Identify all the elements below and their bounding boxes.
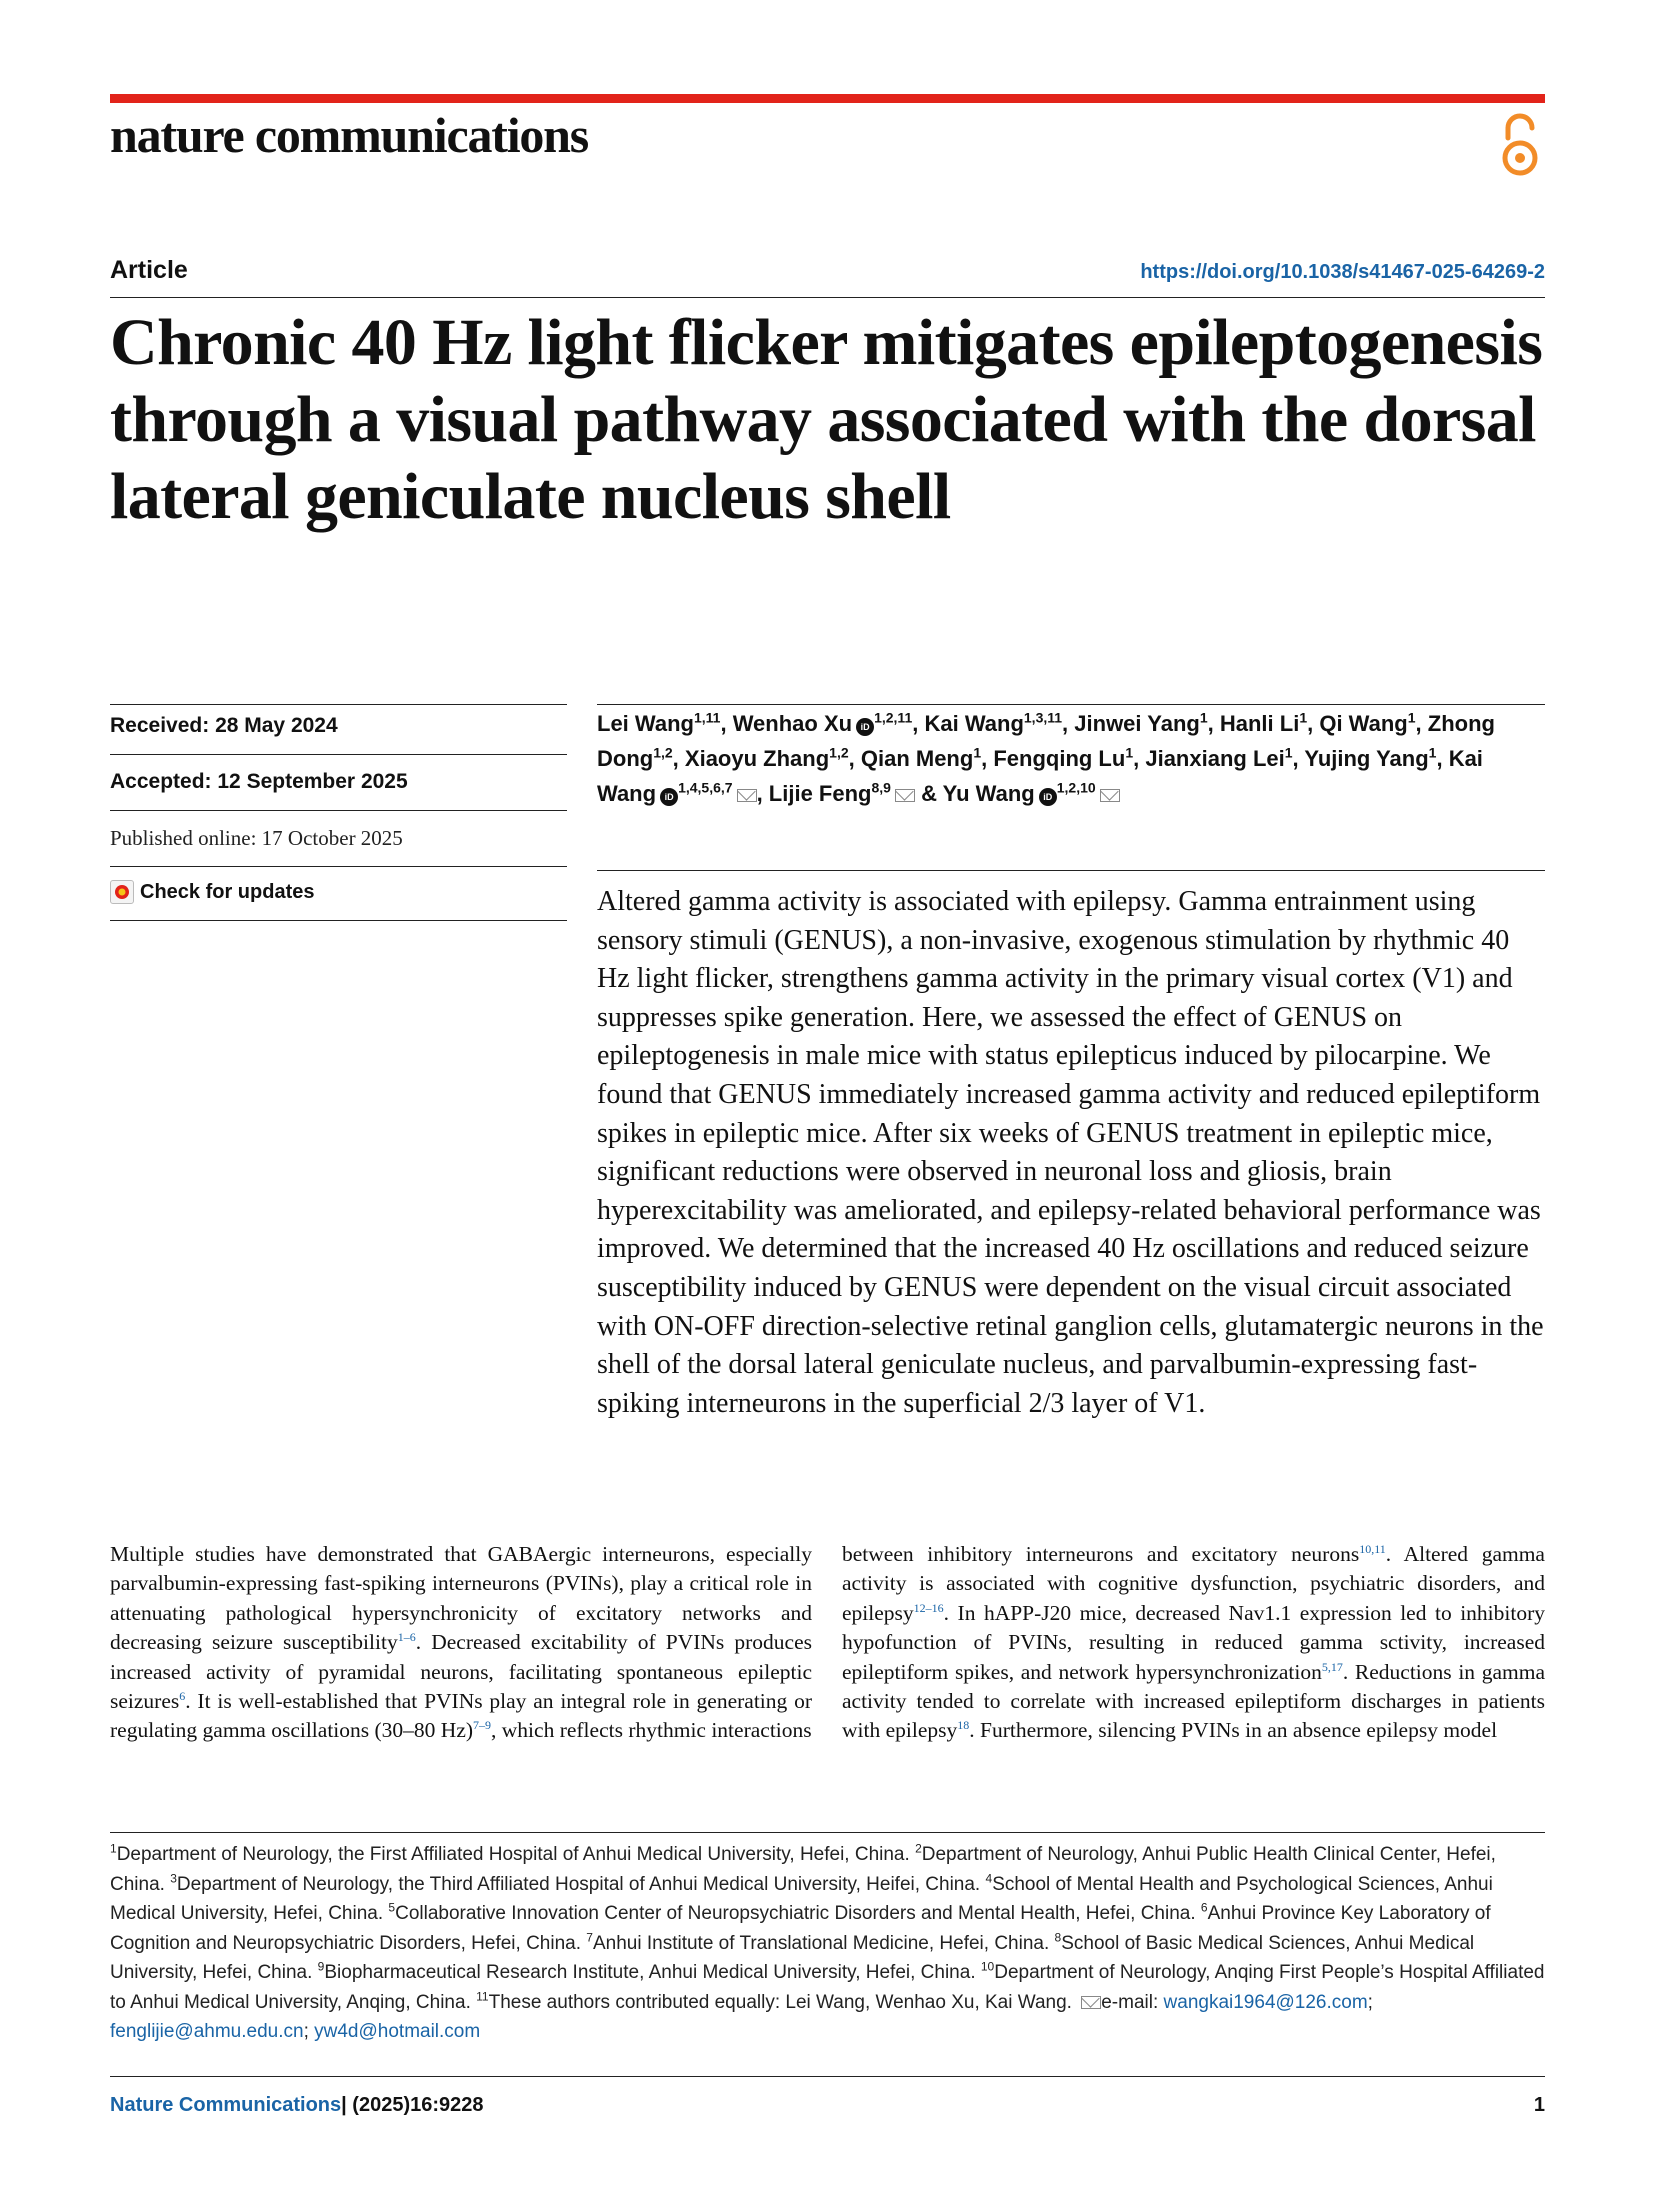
author-affiliation-marker: 1,2	[829, 744, 849, 761]
author-affiliation-marker: 1	[973, 744, 982, 761]
body-text: between inhibitory interneurons and excitatory neurons	[842, 1542, 1360, 1566]
orcid-icon[interactable]: iD	[1039, 788, 1057, 806]
footer-divider	[110, 2076, 1545, 2077]
author[interactable]	[1074, 711, 1207, 736]
meta-divider	[110, 810, 567, 811]
author-name: Qian Meng	[860, 746, 974, 771]
article-type: Article	[110, 256, 188, 284]
orcid-icon[interactable]: iD	[660, 788, 678, 806]
published-date: Published online: 17 October 2025	[110, 826, 403, 850]
affiliation-number: 9	[317, 1959, 325, 1974]
citation-link[interactable]: 1–6	[397, 1630, 416, 1645]
article-title: Chronic 40 Hz light flicker mitigates epileptogenesis through a visual pathway associated with the dorsal lateral geniculate nucleus shell	[110, 306, 1543, 533]
body-column-right	[842, 1540, 1545, 1746]
author-affiliation-marker: 1,3,11	[1023, 709, 1063, 726]
author[interactable]	[597, 711, 720, 736]
body-text: . Furthermore, silencing PVINs in an absence epilepsy model	[969, 1718, 1498, 1743]
affiliation-text: School of Mental Health and Psychological Sciences, Anhui Medical University, Hefei, China.	[110, 1873, 1493, 1924]
affiliation-number: 7	[586, 1930, 593, 1945]
body-text: . It is well-established that PVINs play an integral role in generating or regulating gamma oscillations (30–80 Hz)	[110, 1689, 812, 1743]
author-name: Jinwei Yang	[1074, 711, 1200, 736]
citation-link[interactable]: 5,17	[1321, 1659, 1343, 1674]
affiliation-number: 1	[110, 1841, 117, 1856]
affiliation-text: Department of Neurology, Anqing First People’s Hospital Affiliated to Anhui Medical University, Anqing, China.	[110, 1962, 1545, 2013]
affiliation-number: 2	[915, 1841, 922, 1856]
author[interactable]	[1220, 711, 1307, 736]
author[interactable]	[861, 746, 981, 771]
author-affiliation-marker: 1,2	[653, 744, 673, 761]
citation-link[interactable]: 6	[179, 1688, 186, 1703]
meta-divider	[110, 754, 567, 755]
author-name: Kai Wang	[924, 711, 1024, 736]
email-link[interactable]: fenglijie@ahmu.edu.cn	[110, 2021, 304, 2042]
footer-citation	[110, 2094, 484, 2117]
affiliation-text: Anhui Institute of Translational Medicine, Hefei, China.	[592, 1932, 1050, 1954]
body-text: , which reflects rhythmic interactions	[491, 1718, 812, 1743]
body-text: Multiple studies have demonstrated that GABAergic interneurons, especially parvalbumin-expressing fast-spiking interneurons (PVINs), play a critical role in attenuating pathological hypersynchronicity of excitatory networks and decreasing seizure susceptibility	[110, 1542, 812, 1655]
author[interactable]	[769, 781, 915, 806]
author-name: Jianxiang Lei	[1145, 746, 1285, 771]
affiliation-number: 8	[1054, 1930, 1062, 1945]
email-label: e-mail:	[1101, 1991, 1159, 2013]
body-text: . Altered gamma activity is associated with cognitive dysfunction, psychiatric disorders, and epilepsy	[842, 1542, 1545, 1625]
author-name: Kai Wang	[597, 746, 1483, 806]
author-affiliation-marker: 1	[1407, 709, 1416, 726]
author[interactable]	[943, 781, 1120, 806]
author[interactable]	[685, 746, 849, 771]
author-name: Zhong Dong	[597, 711, 1495, 771]
author-name: Fengqing Lu	[993, 746, 1126, 771]
orcid-icon[interactable]: iD	[856, 718, 874, 736]
citation-link[interactable]: 18	[957, 1718, 970, 1733]
doi-link[interactable]: https://doi.org/10.1038/s41467-025-64269-2	[1140, 261, 1545, 283]
affiliation-number: 5	[388, 1900, 396, 1915]
open-access-icon	[1500, 110, 1540, 180]
journal-name[interactable]: nature communications	[110, 107, 589, 163]
author-affiliation-marker: 1,4,5,6,7	[678, 779, 733, 796]
body-text: . In hAPP-J20 mice, decreased Nav1.1 expression led to inhibitory hypofunction of PVINs, resulting in reduced gamma sctivity, increased epileptiform spikes, and network hypersynchronization	[842, 1600, 1545, 1684]
citation-link[interactable]: 10,11	[1359, 1541, 1386, 1556]
footer-journal-link[interactable]: Nature Communications	[110, 2094, 342, 2116]
author-affiliation-marker: 1	[1428, 744, 1437, 761]
author-name: Qi Wang	[1319, 711, 1408, 736]
meta-divider	[110, 704, 567, 705]
author-affiliation-marker: 1	[1284, 744, 1293, 761]
received-date: Received: 28 May 2024	[110, 714, 338, 737]
author-name: Lijie Feng	[768, 781, 872, 806]
check-for-updates-button[interactable]	[110, 880, 567, 904]
journal-accent-bar	[110, 94, 1545, 103]
author[interactable]	[733, 711, 913, 736]
email-icon	[1081, 1996, 1101, 2009]
author-name: Xiaoyu Zhang	[684, 746, 830, 771]
author-name: Wenhao Xu	[732, 711, 853, 736]
affiliation-number: 6	[1200, 1900, 1208, 1915]
accepted-date: Accepted: 12 September 2025	[110, 770, 408, 793]
author-affiliation-marker: 1,11	[693, 709, 721, 726]
check-for-updates-label: Check for updates	[140, 880, 315, 903]
affiliation-number: 11	[476, 1989, 489, 2004]
affiliation-text: Department of Neurology, Anhui Public Health Clinical Center, Hefei, China.	[110, 1844, 1496, 1895]
affiliation-number: 4	[985, 1871, 993, 1886]
affiliations-divider	[110, 1832, 1545, 1833]
email-link[interactable]: wangkai1964@126.com	[1163, 1991, 1368, 2013]
author-name: Yu Wang	[942, 781, 1035, 806]
author[interactable]	[1319, 711, 1415, 736]
citation-link[interactable]: 12–16	[913, 1600, 944, 1615]
author-list: Lei Wang$^{1,11}$, Wenhao Xu iD$^{1,2,11}$, Kai Wang$^{1,3,11}$, Jinwei Yang$^1$, Hanli Li$^1$, Qi Wang$^1$, Zhong Dong$^{1,2}$, Xiaoyu Zhang$^{1,2}$, Qian Meng$^1$, Fengqing Lu$^1$, Jianxiang Lei$^1$, Yujing Yang$^1$, Kai Wang iD$^{1,4,5,6,7}$ , Lijie Feng$^{8,9}$ & Yu Wang iD$^{1,2,10}$	[597, 709, 1495, 806]
meta-divider	[110, 866, 567, 867]
author-affiliation-marker: 1	[1125, 744, 1134, 761]
body-text: . Decreased excitability of PVINs produces increased activity of pyramidal neurons, facilitating spontaneous epileptic seizures	[110, 1630, 813, 1714]
affiliation-number: 3	[170, 1871, 177, 1886]
author-affiliation-marker: 1	[1299, 709, 1308, 726]
authors-divider-bottom	[597, 870, 1545, 871]
header-divider	[110, 297, 1545, 298]
affiliation-text: Department of Neurology, the First Affiliated Hospital of Anhui Medical University, Hefei, China.	[116, 1844, 910, 1865]
footer-volume: | (2025)16:9228	[341, 2094, 484, 2116]
authors-divider-top	[597, 704, 1545, 705]
author-affiliation-marker: 1	[1199, 709, 1208, 726]
author-affiliation-marker: 8,9	[871, 779, 891, 796]
author[interactable]	[1304, 746, 1436, 771]
author-name: Hanli Li	[1219, 711, 1300, 736]
author-name: Yujing Yang	[1304, 746, 1429, 771]
affiliation-text: School of Basic Medical Sciences, Anhui Medical University, Hefei, China.	[110, 1932, 1475, 1983]
affiliation-text: Biopharmaceutical Research Institute, Anhui Medical University, Hefei, China.	[324, 1962, 976, 1983]
email-icon[interactable]	[1100, 789, 1120, 802]
affiliation-text: Anhui Province Key Laboratory of Cognition and Neuropsychiatric Disorders, Hefei, China.	[110, 1903, 1491, 1954]
page-number: 1	[1533, 2094, 1545, 2116]
meta-divider	[110, 920, 567, 921]
author[interactable]	[924, 711, 1062, 736]
body-column-left	[110, 1540, 812, 1746]
affiliation-text: These authors contributed equally: Lei Wang, Wenhao Xu, Kai Wang.	[488, 1991, 1072, 2013]
abstract: Altered gamma activity is associated with epilepsy. Gamma entrainment using sensory stimuli (GENUS), a non-invasive, exogenous stimulation by rhythmic 40 Hz light flicker, strengthens gamma activity in the primary visual cortex (V1) and suppresses spike generation. Here, we assessed the effect of GENUS on epileptogenesis in male mice with status epilepticus induced by pilocarpine. We found that GENUS immediately increased gamma activity and reduced epileptiform spikes in epileptic mice. After six weeks of GENUS treatment in epileptic mice, significant reductions were observed in neuronal loss and gliosis, brain hyperexcitability was ameliorated, and epilepsy-related behavioral performance was improved. We determined that the increased 40 Hz oscillations and reduced seizure susceptibility induced by GENUS were dependent on the visual circuit associated with ON-OFF direction-selective retinal ganglion cells, glutamatergic neurons in the shell of the dorsal lateral geniculate nucleus, and parvalbumin-expressing fast-spiking interneurons in the superficial 2/3 layer of V1.	[597, 886, 1544, 1419]
affiliation-text: Collaborative Innovation Center of Neuropsychiatric Disorders and Mental Health, Hefei, China.	[395, 1903, 1196, 1924]
author-affiliation-marker: 1,2,11	[874, 709, 913, 726]
author-name: Lei Wang	[597, 711, 694, 736]
author-affiliation-marker: 1,2,10	[1056, 779, 1096, 796]
affiliation-number: 10	[980, 1959, 995, 1974]
email-icon[interactable]	[737, 789, 757, 802]
email-icon[interactable]	[895, 789, 915, 802]
affiliations: $^1$Department of Neurology, the First Affiliated Hospital of Anhui Medical University, Hefei, China. $^2$Department of Neurology, Anhui Public Health Clinical Center, Hefei, China. $^3$Department of Neurology, the Third Affiliated Hospital of Anhui Medical University, Heifei, China. $^4$School of Mental Health and Psychological Sciences, Anhui Medical University, Hefei, China. $^5$Collaborative Innovation Center of Neuropsychiatric Disorders and Mental Health, Hefei, China. $^6$Anhui Province Key Laboratory of Cognition and Neuropsychiatric Disorders, Hefei, China. $^7$Anhui Institute of Translational Medicine, Hefei, China. $^8$School of Basic Medical Sciences, Anhui Medical University, Hefei, China. $^9$Biopharmaceutical Research Institute, Anhui Medical University, Hefei, China. $^{10}$Department of Neurology, Anqing First People’s Hospital Affiliated to Anhui Medical University, Anqing, China. $^{11}$These authors contributed equally: Lei Wang, Wenhao Xu, Kai Wang. e-mail: wangkai1964@126.com; fenglijie@ahmu.edu.cn; yw4d@hotmail.com	[110, 1841, 1545, 2042]
crossmark-icon	[110, 880, 134, 904]
author[interactable]	[993, 746, 1133, 771]
citation-link[interactable]: 7–9	[473, 1718, 492, 1733]
author[interactable]	[1145, 746, 1292, 771]
email-link[interactable]: yw4d@hotmail.com	[314, 2021, 481, 2042]
body-text: . Reductions in gamma activity tended to correlate with increased epileptiform discharges in patients with epilepsy	[842, 1659, 1545, 1743]
affiliation-text: Department of Neurology, the Third Affiliated Hospital of Anhui Medical University, Heifei, China.	[176, 1873, 981, 1895]
